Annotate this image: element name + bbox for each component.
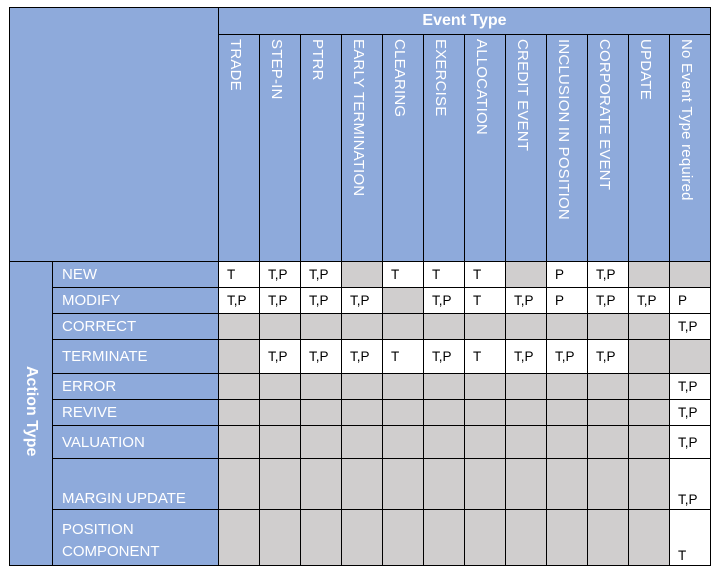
matrix-cell-not-applicable — [588, 426, 629, 459]
matrix-cell-not-applicable — [547, 510, 588, 566]
matrix-cell-not-applicable — [260, 426, 301, 459]
matrix-cell-not-applicable — [465, 510, 506, 566]
matrix-cell-not-applicable — [588, 374, 629, 400]
matrix-cell-not-applicable — [629, 459, 670, 510]
event-type-label: UPDATE — [637, 39, 654, 100]
matrix-cell-not-applicable — [301, 426, 342, 459]
matrix-cell-value: T,P — [588, 262, 629, 288]
event-type-label: EARLY TERMINATION — [350, 39, 367, 197]
matrix-cell-not-applicable — [342, 510, 383, 566]
matrix-cell-not-applicable — [383, 459, 424, 510]
event-type-label: No Event Type required — [678, 39, 695, 201]
matrix-cell-not-applicable — [301, 314, 342, 340]
matrix-cell-not-applicable — [219, 510, 260, 566]
action-rows — [10, 262, 711, 566]
matrix-cell-value: T,P — [424, 340, 465, 374]
event-type-column-header — [588, 35, 629, 262]
matrix-cell-not-applicable — [383, 374, 424, 400]
action-type-heading — [10, 262, 53, 566]
matrix-cell-not-applicable — [424, 426, 465, 459]
matrix-cell-value: T — [383, 340, 424, 374]
matrix-cell-not-applicable — [629, 374, 670, 400]
event-type-label: INCLUSION IN POSITION — [555, 39, 572, 220]
event-type-column-header — [219, 35, 260, 262]
matrix-cell-not-applicable — [342, 426, 383, 459]
corner-cell — [10, 8, 219, 262]
action-label: POSITION COMPONENT — [53, 510, 219, 566]
action-row — [10, 374, 711, 400]
matrix-cell-not-applicable — [424, 510, 465, 566]
matrix-cell-not-applicable — [588, 314, 629, 340]
event-type-label: EXERCISE — [432, 39, 449, 117]
matrix-cell-value: P — [547, 262, 588, 288]
event-type-label: CORPORATE EVENT — [596, 39, 613, 191]
matrix-cell-not-applicable — [383, 314, 424, 340]
matrix-cell-value: T,P — [301, 262, 342, 288]
matrix-cell-not-applicable — [629, 510, 670, 566]
matrix-cell-not-applicable — [670, 340, 711, 374]
matrix-cell-not-applicable — [629, 314, 670, 340]
matrix-cell-not-applicable — [547, 426, 588, 459]
event-type-label: CLEARING — [391, 39, 408, 118]
matrix-cell-not-applicable — [465, 400, 506, 426]
matrix-cell-not-applicable — [260, 374, 301, 400]
matrix-cell-value: T — [219, 262, 260, 288]
matrix-cell-value: T,P — [670, 426, 711, 459]
matrix-cell-not-applicable — [506, 400, 547, 426]
action-label: TERMINATE — [53, 340, 219, 374]
matrix-cell-not-applicable — [260, 459, 301, 510]
matrix-cell-not-applicable — [342, 262, 383, 288]
matrix-cell-value: T,P — [506, 288, 547, 314]
matrix-cell-not-applicable — [506, 314, 547, 340]
action-row — [10, 314, 711, 340]
action-row — [10, 426, 711, 459]
matrix-cell-value: T,P — [219, 288, 260, 314]
event-type-label: TRADE — [227, 39, 244, 91]
matrix-cell-not-applicable — [260, 510, 301, 566]
matrix-cell-value: T,P — [260, 288, 301, 314]
matrix-cell-not-applicable — [547, 459, 588, 510]
action-type-heading-text: Action Type — [23, 365, 40, 457]
action-row — [10, 400, 711, 426]
event-type-column-header — [547, 35, 588, 262]
matrix-cell-not-applicable — [301, 459, 342, 510]
action-row — [10, 459, 711, 510]
action-row — [10, 510, 711, 566]
event-type-label: PTRR — [309, 39, 326, 81]
matrix-cell-value: T,P — [629, 288, 670, 314]
event-type-column-header — [383, 35, 424, 262]
matrix-cell-not-applicable — [260, 314, 301, 340]
matrix-cell-not-applicable — [629, 262, 670, 288]
event-type-column-header — [629, 35, 670, 262]
matrix-cell-not-applicable — [465, 459, 506, 510]
matrix-cell-not-applicable — [465, 374, 506, 400]
event-type-label: STEP-IN — [268, 39, 285, 100]
matrix-cell-not-applicable — [219, 400, 260, 426]
matrix-cell-not-applicable — [219, 314, 260, 340]
matrix-cell-value: T,P — [260, 340, 301, 374]
matrix-cell-not-applicable — [424, 400, 465, 426]
action-row — [10, 340, 711, 374]
matrix-cell-not-applicable — [301, 374, 342, 400]
matrix-cell-not-applicable — [547, 400, 588, 426]
matrix-cell-not-applicable — [588, 459, 629, 510]
matrix-cell-not-applicable — [424, 459, 465, 510]
matrix-cell-not-applicable — [629, 400, 670, 426]
matrix-cell-value: T — [383, 262, 424, 288]
matrix-cell-not-applicable — [219, 374, 260, 400]
matrix-cell-value: P — [547, 288, 588, 314]
matrix-cell-not-applicable — [670, 262, 711, 288]
matrix-cell-not-applicable — [588, 400, 629, 426]
matrix-cell-value: T,P — [588, 340, 629, 374]
matrix-cell-not-applicable — [465, 314, 506, 340]
matrix-cell-not-applicable — [506, 510, 547, 566]
matrix-cell-not-applicable — [342, 374, 383, 400]
matrix-cell-not-applicable — [506, 459, 547, 510]
matrix-cell-value: T,P — [588, 288, 629, 314]
action-label: VALUATION — [53, 426, 219, 459]
matrix-cell-not-applicable — [465, 426, 506, 459]
matrix-cell-value: T — [465, 262, 506, 288]
matrix-cell-not-applicable — [219, 340, 260, 374]
matrix-cell-value: T — [424, 262, 465, 288]
event-type-column-header — [506, 35, 547, 262]
event-type-column-header — [301, 35, 342, 262]
matrix-cell-value: T — [465, 288, 506, 314]
action-event-matrix — [9, 7, 711, 566]
event-type-heading: Event Type — [219, 8, 711, 35]
event-type-column-header — [260, 35, 301, 262]
matrix-cell-not-applicable — [424, 314, 465, 340]
matrix-cell-value: P — [670, 288, 711, 314]
matrix-cell-not-applicable — [547, 374, 588, 400]
action-label: MODIFY — [53, 288, 219, 314]
matrix-cell-value: T,P — [301, 288, 342, 314]
event-type-column-header — [670, 35, 711, 262]
matrix-cell-not-applicable — [629, 340, 670, 374]
matrix-cell-value: T,P — [506, 340, 547, 374]
matrix-cell-not-applicable — [383, 400, 424, 426]
matrix-cell-not-applicable — [301, 510, 342, 566]
matrix-cell-value: T,P — [342, 340, 383, 374]
matrix-cell-not-applicable — [383, 426, 424, 459]
matrix-cell-not-applicable — [506, 262, 547, 288]
matrix-cell-value: T,P — [670, 400, 711, 426]
action-label: ERROR — [53, 374, 219, 400]
event-type-column-header — [424, 35, 465, 262]
matrix-cell-value: T,P — [342, 288, 383, 314]
matrix-cell-not-applicable — [342, 400, 383, 426]
matrix-cell-value: T,P — [424, 288, 465, 314]
action-row — [10, 288, 711, 314]
matrix-cell-value: T,P — [670, 374, 711, 400]
matrix-cell-not-applicable — [383, 288, 424, 314]
matrix-cell-not-applicable — [424, 374, 465, 400]
matrix-cell-value: T,P — [547, 340, 588, 374]
event-type-column-header — [342, 35, 383, 262]
event-type-column-header — [465, 35, 506, 262]
matrix-cell-not-applicable — [260, 400, 301, 426]
matrix-cell-value: T,P — [301, 340, 342, 374]
matrix-cell-not-applicable — [342, 314, 383, 340]
matrix-cell-value: T — [670, 510, 711, 566]
matrix-cell-not-applicable — [629, 426, 670, 459]
matrix-cell-not-applicable — [506, 426, 547, 459]
matrix-cell-value: T — [465, 340, 506, 374]
matrix-cell-value: T,P — [670, 459, 711, 510]
action-label: CORRECT — [53, 314, 219, 340]
event-type-label: CREDIT EVENT — [514, 39, 531, 152]
matrix-cell-not-applicable — [506, 374, 547, 400]
action-label: MARGIN UPDATE — [53, 459, 219, 510]
matrix-cell-value: T,P — [670, 314, 711, 340]
matrix-cell-value: T,P — [260, 262, 301, 288]
matrix-cell-not-applicable — [219, 459, 260, 510]
matrix-cell-not-applicable — [342, 459, 383, 510]
matrix-cell-not-applicable — [219, 426, 260, 459]
matrix-cell-not-applicable — [301, 400, 342, 426]
matrix-cell-not-applicable — [383, 510, 424, 566]
action-label: NEW — [53, 262, 219, 288]
action-label: REVIVE — [53, 400, 219, 426]
event-type-label: ALLOCATION — [473, 39, 490, 135]
matrix-cell-not-applicable — [588, 510, 629, 566]
action-row — [10, 262, 711, 288]
matrix-cell-not-applicable — [547, 314, 588, 340]
